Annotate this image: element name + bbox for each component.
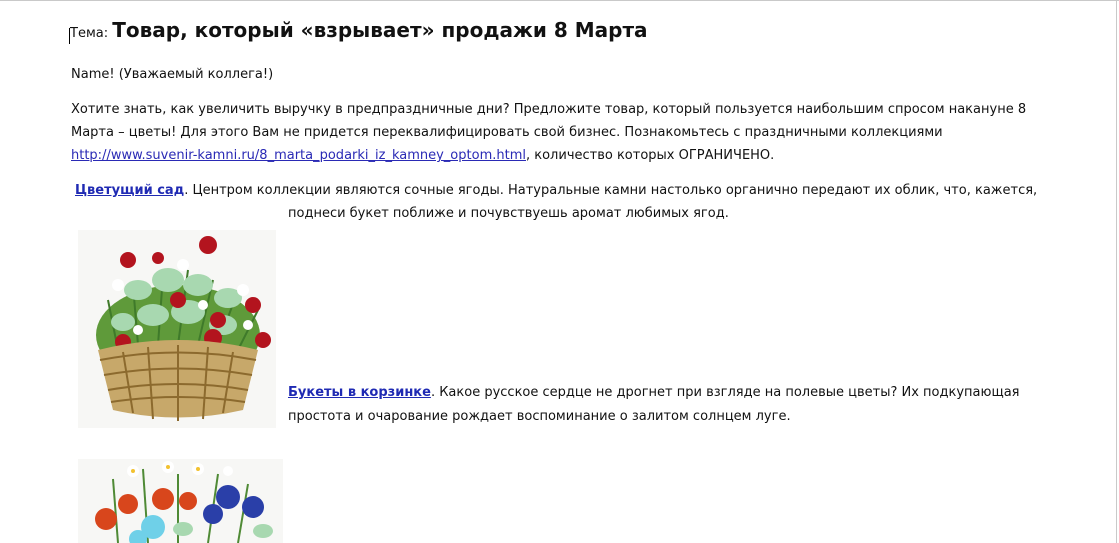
greeting: Name! (Уважаемый коллега!) [71, 67, 274, 82]
section2-line-1 [288, 385, 1020, 401]
section1-title-link[interactable]: Цветущий сад [75, 183, 185, 198]
flower-basket-illustration [78, 230, 276, 428]
intro-line-2: Марта – цветы! Для этого Вам не придется переквалифицировать свой бизнес. Познакомьтесь с праздничными коллекциями [71, 125, 943, 140]
intro-after-link: , количество которых ОГРАНИЧЕНО. [525, 148, 775, 163]
section1-line-1 [75, 183, 1037, 199]
section2-text-2: простота и очарование рождает воспоминание о залитом солнцем луге. [288, 409, 791, 424]
intro-line-3 [71, 148, 774, 164]
collection-link[interactable]: http://www.suvenir-kamni.ru/8_marta_podarki_iz_kamney_optom.html [71, 148, 526, 163]
window-right-border [1116, 0, 1117, 543]
window-top-border [0, 0, 1119, 1]
section2-title-link[interactable]: Букеты в корзинке [288, 385, 431, 400]
email-subject [70, 18, 648, 42]
section2-text-1: . Какое русское сердце не дрогнет при взгляде на полевые цветы? Их подкупающая [430, 385, 1020, 400]
section1-text-1: . Центром коллекции являются сочные ягоды. Натуральные камни настолько органично передают их облик, что, кажется, [184, 183, 1038, 198]
subject-title: Товар, который «взрывает» продажи 8 Марта [112, 18, 648, 42]
product-photo-colorful-bouquet [78, 459, 283, 543]
subject-label: Тема: [70, 26, 109, 41]
section1-text-2: поднеси букет поближе и почувствуешь аромат любимых ягод. [288, 206, 729, 221]
product-photo-flower-basket [78, 230, 276, 428]
colorful-bouquet-illustration [78, 459, 283, 543]
intro-line-1: Хотите знать, как увеличить выручку в предпраздничные дни? Предложите товар, который пользуется наибольшим спросом накануне 8 [71, 102, 1027, 117]
